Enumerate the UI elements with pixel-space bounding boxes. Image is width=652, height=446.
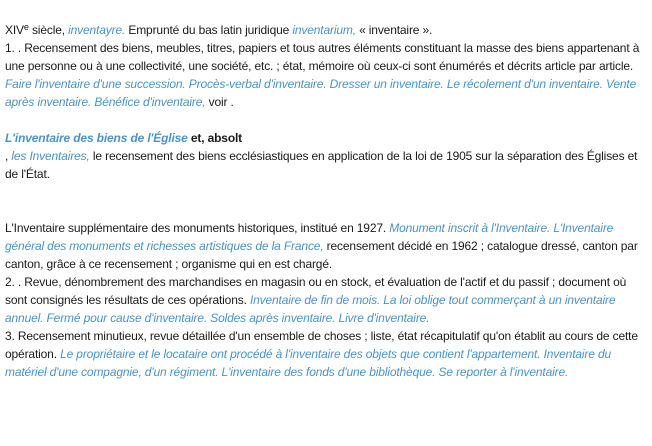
supplement-paragraph — [5, 219, 650, 273]
borrowed-text: Emprunté du bas latin juridique — [125, 23, 293, 37]
church-phrase: L'inventaire des biens de l'Église — [5, 131, 188, 145]
spacer — [5, 111, 650, 129]
church-paragraph — [5, 147, 650, 183]
latin-form-example: inventarium, — [292, 23, 356, 37]
century-word: siècle, — [28, 23, 69, 37]
sense-2-examples: Inventaire de fin de mois. La loi oblige tout commerçant à un inventaire annuel. Fermé pour cause d'inventaire. Soldes après inventaire. Livre d'inventaire. — [5, 293, 616, 325]
sense-1-paragraph — [5, 39, 650, 111]
century-numeral: XIV — [5, 23, 24, 37]
sense-2-paragraph — [5, 273, 650, 327]
supplement-examples: Monument inscrit à l'Inventaire. L'Inventaire général des monuments et richesses artistiques de la France, — [5, 221, 614, 253]
sense-1-examples: Faire l'inventaire d'une succession. Procès-verbal d'inventaire. Dresser un inventaire. Le récolement d'un inventaire. Vente après inventaire. Bénéfice d'inventaire, — [5, 77, 637, 109]
sense-3-paragraph — [5, 327, 650, 381]
church-definition: le recensement des biens ecclésiastiques en application de la loi de 1905 sur la séparation des Églises et de l'État. — [5, 149, 638, 181]
see-reference: voir . — [205, 95, 234, 109]
sense-1-definition: 1. . Recensement des biens, meubles, titres, papiers et tous autres éléments constituant la masse des biens appartenant à une personne ou à une collectivité, une société, etc. ; état, mémoire où ceux-ci sont énumérés et décrits article par article. — [5, 41, 640, 73]
dictionary-entry — [5, 21, 650, 381]
absolt-label: et, absolt — [187, 131, 243, 145]
supplement-definition-continued: recensement décidé en 1962 ; catalogue dressé, canton par canton, grâce à ce recensement ; organisme qui en est chargé. — [5, 239, 638, 271]
sense-3-definition: 3. Recensement minutieux, revue détaillée d'un ensemble de choses ; liste, état récapitulatif qu'on établit au cours de cette opération. — [5, 329, 638, 361]
sense-2-definition: 2. . Revue, dénombrement des marchandises en magasin ou en stock, et évaluation de l'actif et du passif ; document où sont consignés les résultats de ces opérations. — [5, 275, 627, 307]
century-superscript: e — [23, 22, 29, 32]
etymology-paragraph — [5, 21, 650, 39]
old-form-example: inventayre. — [68, 23, 126, 37]
church-lead: , — [5, 149, 12, 163]
supplement-definition: L'Inventaire supplémentaire des monuments historiques, institué en 1927. — [5, 221, 387, 235]
church-heading — [5, 129, 650, 147]
gloss-text: « inventaire ». — [355, 23, 433, 37]
spacer — [5, 183, 650, 219]
sense-3-examples: Le propriétaire et le locataire ont procédé à l'inventaire des objets que contient l'appartement. Inventaire du matériel d'une compagnie, d'un régiment. L'inventaire des fonds d'une bibliothèque. Se reporter à l'inventaire. — [5, 347, 612, 379]
church-plural-example: les Inventaires, — [11, 149, 90, 163]
